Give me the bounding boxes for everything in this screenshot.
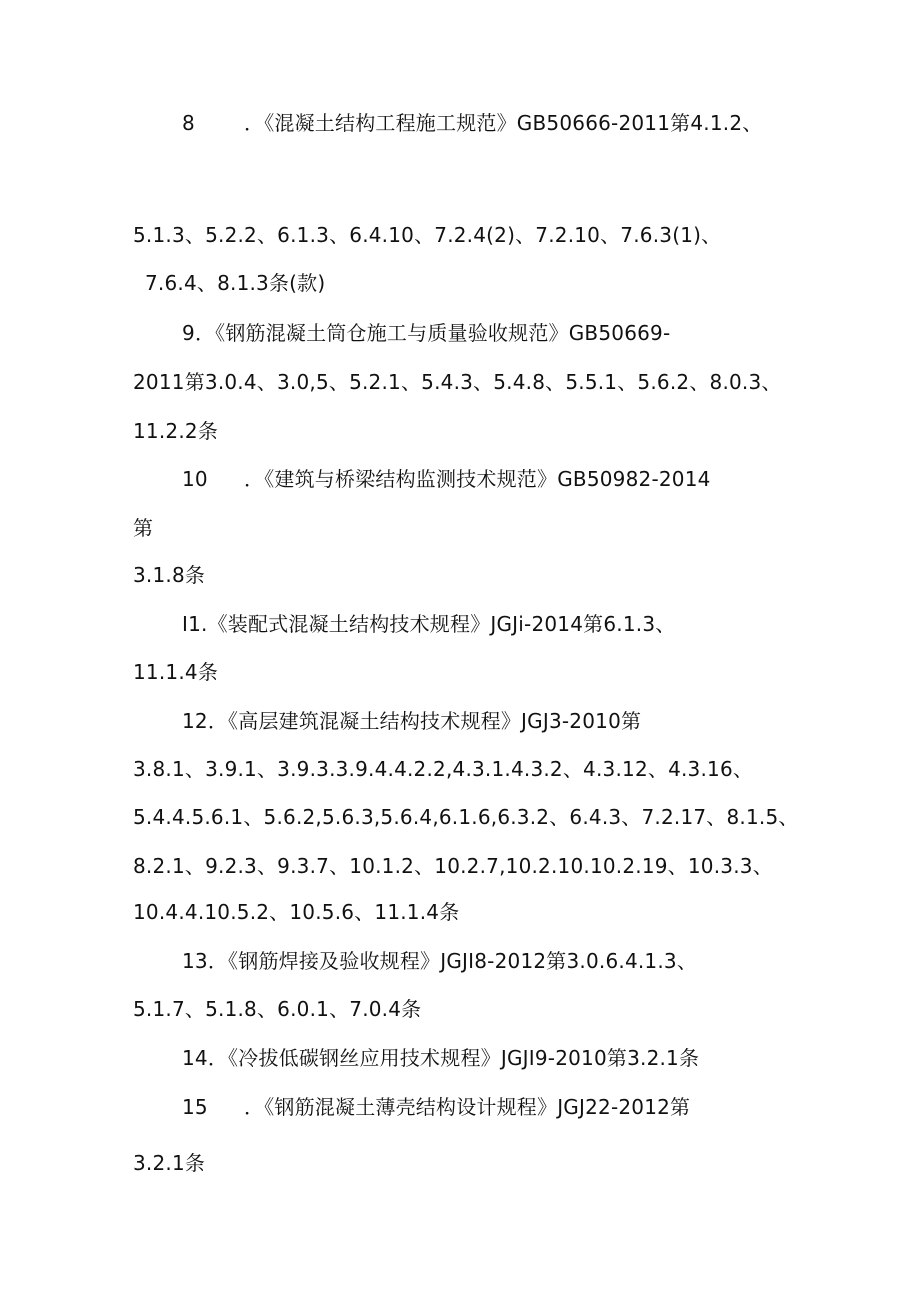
item-11-line: [182, 611, 675, 637]
line-text: ．《冷拔低碳钢丝应用技术规程》JGJI9-2010第3.2.1条: [207, 1046, 700, 1070]
line-text: .《装配式混凝土结构技术规程》JGJi-2014第6.1.3、: [201, 612, 676, 636]
item-number: 14: [182, 1046, 208, 1070]
line-text: ．《高层建筑混凝土结构技术规程》JGJ3-2010第: [207, 709, 642, 733]
item-number: 15: [182, 1095, 208, 1119]
line-text: 8.2.1、9.2.3、9.3.7、10.1.2、10.2.7,10.2.10.10.2.19、10.3.3、: [133, 854, 773, 878]
item-number: 13: [182, 949, 208, 973]
line-text: 第: [133, 516, 154, 540]
item-9-line: [182, 320, 670, 346]
line-text: 3.8.1、3.9.1、3.9.3.3.9.4.4.2.2,4.3.1.4.3.2、4.3.12、4.3.16、: [133, 757, 754, 781]
line-text: 3.2.1条: [133, 1151, 206, 1175]
line-text: ．《混凝土结构工程施工规范》GB50666-2011第4.1.2、: [244, 111, 763, 135]
item-number: 12: [182, 709, 208, 733]
line-text: 3.1.8条: [133, 563, 206, 587]
item-13-line: [182, 948, 697, 974]
continuation-line: [133, 562, 205, 588]
line-text: ．《建筑与桥梁结构监测技术规范》GB50982-2014: [244, 467, 711, 491]
line-text: 7.6.4、8.1.3条(款): [145, 271, 326, 295]
item-14-line: [182, 1045, 699, 1071]
line-text: 10.4.4.10.5.2、10.5.6、11.1.4条: [133, 900, 460, 924]
continuation-line: [133, 418, 218, 444]
line-text: 5.4.4.5.6.1、5.6.2,5.6.3,5.6.4,6.1.6,6.3.2、6.4.3、7.2.17、8.1.5、: [133, 805, 799, 829]
line-text: 11.1.4条: [133, 660, 219, 684]
line-text: ．《钢筋混凝土薄壳结构设计规程》JGJ22-2012第: [244, 1095, 691, 1119]
continuation-line: [133, 756, 753, 782]
line-text: 11.2.2条: [133, 419, 219, 443]
continuation-line: [133, 1150, 205, 1176]
continuation-line: [133, 515, 153, 541]
line-text: ．《钢筋混凝土筒仓施工与质量验收规范》GB50669-: [194, 321, 671, 345]
continuation-line: [133, 899, 459, 925]
item-12-line: [182, 708, 641, 734]
item-number: 9: [182, 321, 195, 345]
item-number: 8: [182, 111, 195, 135]
continuation-line: [133, 996, 421, 1022]
item-8-line: [182, 110, 762, 136]
item-number: I1: [182, 612, 202, 636]
item-15-line: [182, 1094, 690, 1120]
continuation-line: [133, 369, 782, 395]
line-text: 2011第3.0.4、3.0,5、5.2.1、5.4.3、5.4.8、5.5.1、5.6.2、8.0.3、: [133, 370, 782, 394]
continuation-line: [133, 853, 773, 879]
continuation-line: [133, 804, 799, 830]
continuation-line: [133, 222, 721, 248]
item-10-line: [182, 466, 711, 492]
line-text: 5.1.7、5.1.8、6.0.1、7.0.4条: [133, 997, 422, 1021]
line-text: 5.1.3、5.2.2、6.1.3、6.4.10、7.2.4(2)、7.2.10、7.6.3(1)、: [133, 223, 722, 247]
continuation-line: [133, 659, 218, 685]
continuation-line: [145, 270, 325, 296]
line-text: ．《钢筋焊接及验收规程》JGJI8-2012第3.0.6.4.1.3、: [207, 949, 698, 973]
item-number: 10: [182, 467, 208, 491]
